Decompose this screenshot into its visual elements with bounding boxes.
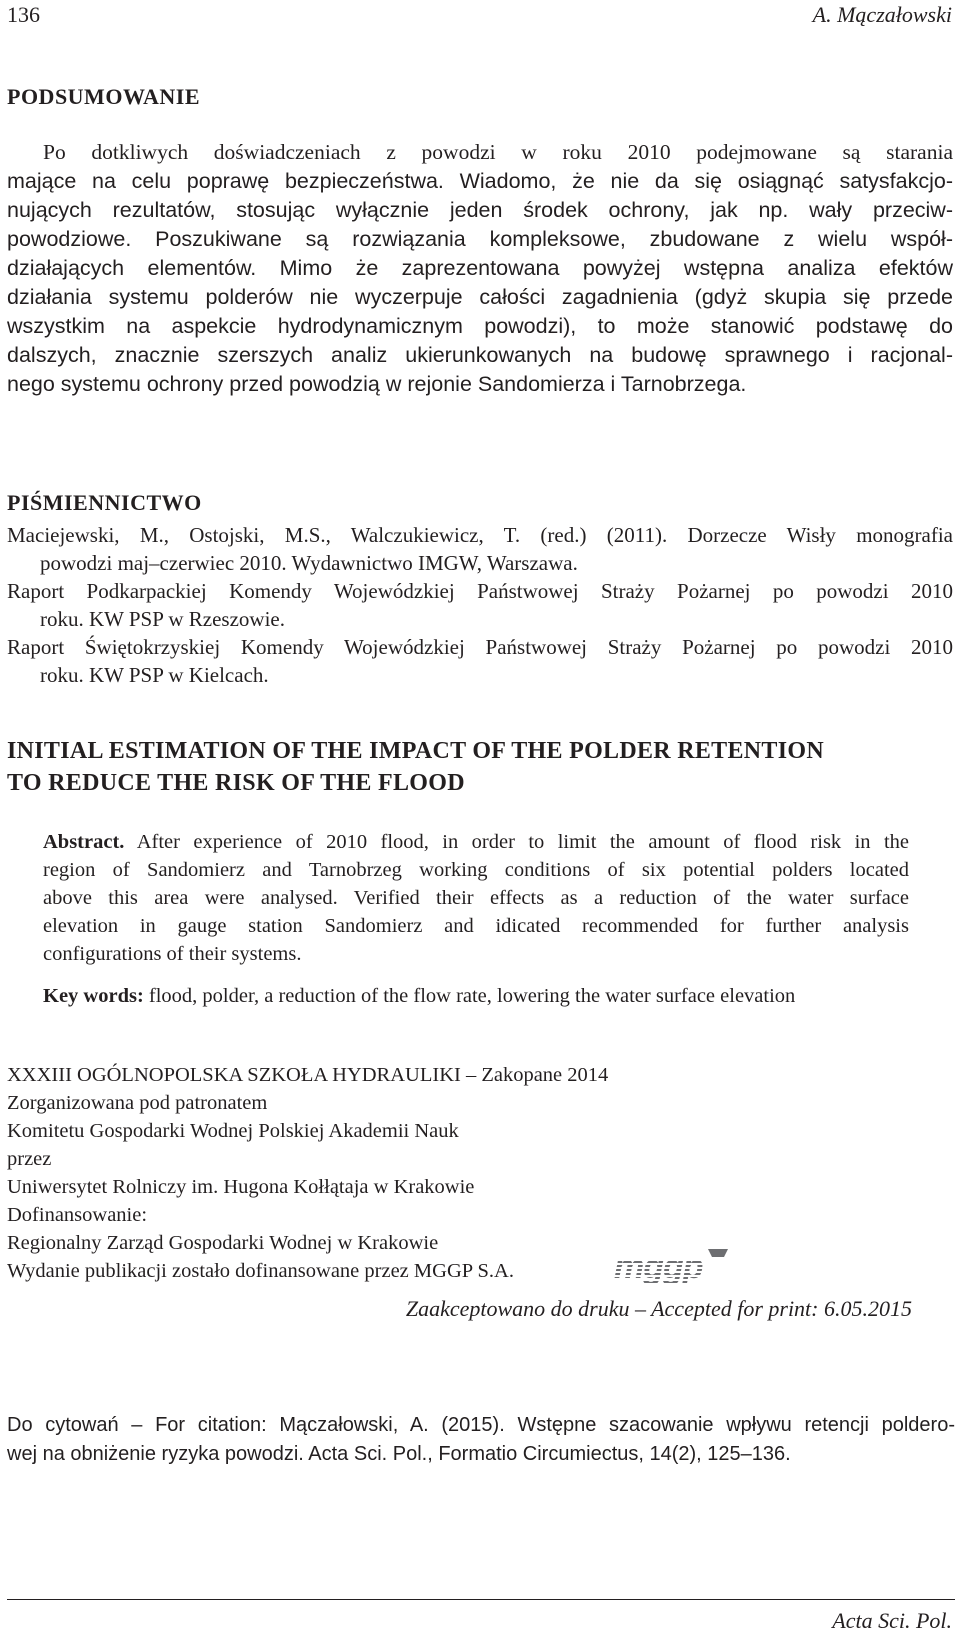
keywords-text: flood, polder, a reduction of the flow rate, lowering the water surface elevation (143, 985, 796, 1007)
paragraph-line: działania systemu polderów nie wyczerpuje całości zagadnienia (gdyż skupia się przede (7, 285, 953, 309)
keywords-label: Key words: (43, 985, 144, 1007)
accepted-date: Zaakceptowano do druku – Accepted for print: 6.05.2015 (405, 1296, 912, 1321)
section-heading-references: PIŚMIENNICTWO (7, 490, 202, 515)
paragraph-line: Po dotkliwych doświadczeniach z powodzi w roku 2010 podejmowane są starania (43, 140, 953, 164)
paragraph-line: nujących rezultatów, stosując wyłącznie jeden środek ochrony, jak np. wały przeciw- (7, 198, 953, 222)
running-header-author: A. Mączałowski (812, 2, 952, 27)
english-title-line: INITIAL ESTIMATION OF THE IMPACT OF THE POLDER RETENTION (7, 738, 824, 764)
info-line: przez (7, 1148, 52, 1170)
section-heading-summary: PODSUMOWANIE (7, 84, 201, 109)
abstract-line (43, 828, 909, 856)
paragraph-line: powodziowe. Poszukiwane są rozwiązania kompleksowe, zbudowane z wielu współ- (7, 227, 953, 251)
reference-item: Raport Podkarpackiej Komendy Wojewódzkiej Państwowej Straży Pożarnej po powodzi 2010 (7, 579, 953, 603)
paragraph-line: działających elementów. Mimo że zaprezentowana powyżej wstępna analiza efektów (7, 256, 953, 280)
paragraph-line: nego systemu ochrony przed powodzią w rejonie Sandomierza i Tarnobrzega. (7, 372, 747, 396)
abstract-text: After experience of 2010 flood, in order to limit the amount of flood risk in the (124, 831, 909, 853)
reference-item: Maciejewski, M., Ostojski, M.S., Walczukiewicz, T. (red.) (2011). Dorzecze Wisły monografia (7, 523, 953, 547)
english-title-line: TO REDUCE THE RISK OF THE FLOOD (7, 770, 465, 796)
reference-item-continuation: roku. KW PSP w Kielcach. (40, 663, 269, 687)
info-line: Uniwersytet Rolniczy im. Hugona Kołłątaja w Krakowie (7, 1176, 475, 1198)
abstract-line: elevation in gauge station Sandomierz and idicated recommended for further analysis (43, 915, 909, 937)
page-number: 136 (7, 2, 40, 27)
info-line: Regionalny Zarząd Gospodarki Wodnej w Krakowie (7, 1232, 439, 1254)
info-line: XXXIII OGÓLNOPOLSKA SZKOŁA HYDRAULIKI – Zakopane 2014 (7, 1064, 609, 1086)
info-line: Zorganizowana pod patronatem (7, 1092, 268, 1114)
info-line: Wydanie publikacji zostało dofinansowane przez MGGP S.A. (7, 1260, 514, 1282)
paragraph-line: wszystkim na aspekcie hydrodynamicznym powodzi), to może stanowić podstawę do (7, 314, 953, 338)
abstract-label: Abstract. (43, 831, 125, 853)
svg-text:mggp: mggp (614, 1248, 703, 1286)
mggp-logo (612, 1245, 730, 1289)
paragraph-line: mające na celu poprawę bezpieczeństwa. Wiadomo, że nie da się osiągnąć satysfakcjo- (7, 169, 953, 193)
info-line: Komitetu Gospodarki Wodnej Polskiej Akademii Nauk (7, 1120, 459, 1142)
keywords-line (43, 982, 943, 1010)
reference-item-continuation: powodzi maj–czerwiec 2010. Wydawnictwo IMGW, Warszawa. (40, 551, 578, 575)
abstract-line: configurations of their systems. (43, 943, 302, 965)
citation-line: wej na obniżenie ryzyka powodzi. Acta Sci. Pol., Formatio Circumiectus, 14(2), 125–136. (7, 1443, 791, 1465)
paragraph-line: dalszych, znacznie szerszych analiz ukierunkowanych na budowę sprawnego i racjonal- (7, 343, 953, 367)
abstract-line: above this area were analysed. Verified their effects as a reduction of the water surface (43, 887, 909, 909)
info-line: Dofinansowanie: (7, 1204, 148, 1226)
footer-rule (7, 1599, 955, 1600)
reference-item: Raport Świętokrzyskiej Komendy Wojewódzkiej Państwowej Straży Pożarnej po powodzi 2010 (7, 635, 953, 659)
footer-journal-name: Acta Sci. Pol. (832, 1608, 952, 1633)
citation-line: Do cytowań – For citation: Mączałowski, A. (2015). Wstępne szacowanie wpływu retencji poldero- (7, 1414, 955, 1436)
reference-item-continuation: roku. KW PSP w Rzeszowie. (40, 607, 285, 631)
abstract-line: region of Sandomierz and Tarnobrzeg working conditions of six potential polders located (43, 859, 909, 881)
